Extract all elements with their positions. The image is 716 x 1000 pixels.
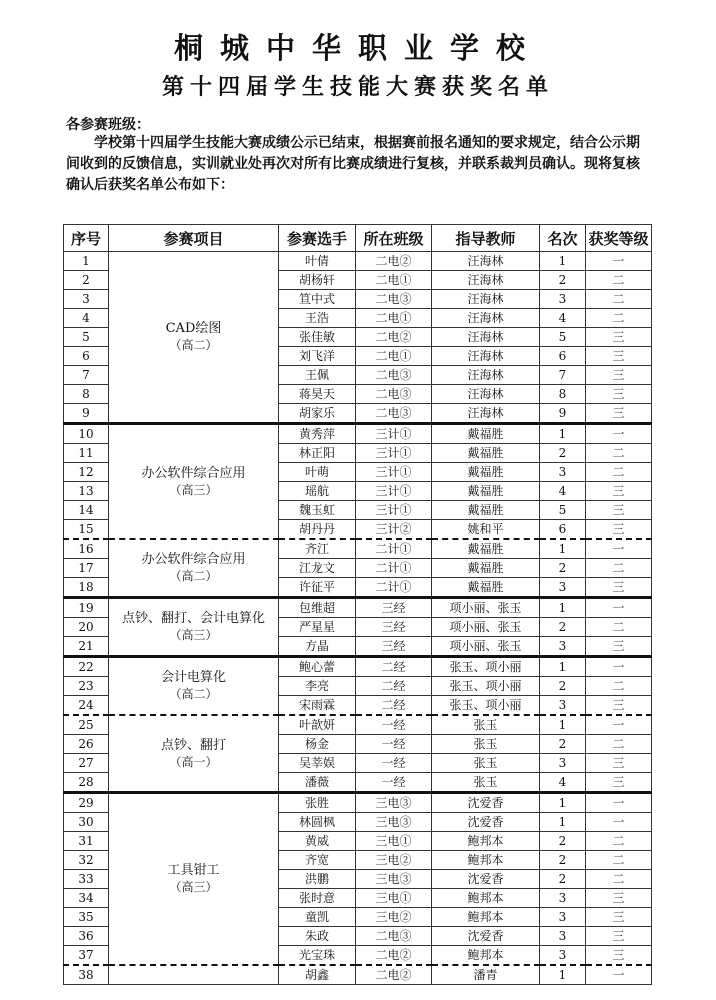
cell-index: 24 [64, 696, 109, 716]
cell-rank: 3 [540, 908, 586, 927]
cell-teacher: 汪海林 [432, 309, 540, 328]
cell-index: 29 [64, 793, 109, 813]
col-header-award: 获奖等级 [586, 225, 652, 252]
cell-award: 一 [586, 813, 652, 832]
cell-teacher: 潘青 [432, 965, 540, 985]
cell-contestant: 林正阳 [279, 444, 356, 463]
cell-rank: 1 [540, 793, 586, 813]
cell-rank: 3 [540, 754, 586, 773]
cell-project [109, 965, 279, 985]
col-header-rank: 名次 [540, 225, 586, 252]
table-row [64, 793, 652, 813]
cell-index: 25 [64, 715, 109, 735]
cell-teacher: 戴福胜 [432, 424, 540, 444]
cell-rank: 6 [540, 347, 586, 366]
cell-index: 28 [64, 773, 109, 793]
cell-award: 三 [586, 501, 652, 520]
cell-rank: 1 [540, 424, 586, 444]
cell-teacher: 汪海林 [432, 404, 540, 424]
cell-rank: 5 [540, 328, 586, 347]
col-header-project: 参赛项目 [109, 225, 279, 252]
cell-class: 二经 [356, 677, 432, 696]
cell-teacher: 戴福胜 [432, 482, 540, 501]
cell-class: 二电① [356, 271, 432, 290]
cell-rank: 4 [540, 773, 586, 793]
cell-contestant: 方晶 [279, 637, 356, 657]
cell-class: 二计① [356, 578, 432, 598]
cell-contestant: 齐宽 [279, 851, 356, 870]
cell-teacher: 沈爱香 [432, 927, 540, 946]
cell-contestant: 张佳敏 [279, 328, 356, 347]
cell-index: 23 [64, 677, 109, 696]
table-row [64, 252, 652, 271]
cell-rank: 2 [540, 870, 586, 889]
cell-rank: 3 [540, 578, 586, 598]
cell-award: 二 [586, 290, 652, 309]
cell-class: 二电③ [356, 290, 432, 309]
cell-contestant: 叶萌 [279, 463, 356, 482]
cell-award: 一 [586, 539, 652, 559]
cell-class: 二电③ [356, 404, 432, 424]
table-row [64, 657, 652, 677]
cell-project [109, 539, 279, 598]
cell-teacher: 张玉、项小丽 [432, 696, 540, 716]
cell-index: 1 [64, 252, 109, 271]
cell-index: 18 [64, 578, 109, 598]
cell-class: 三电① [356, 832, 432, 851]
table-row [64, 715, 652, 735]
cell-index: 22 [64, 657, 109, 677]
cell-award: 三 [586, 908, 652, 927]
cell-teacher: 沈爱香 [432, 870, 540, 889]
cell-rank: 1 [540, 598, 586, 618]
cell-teacher: 张玉 [432, 754, 540, 773]
cell-award: 三 [586, 637, 652, 657]
project-grade: （高三） [169, 628, 218, 642]
cell-award: 二 [586, 271, 652, 290]
cell-contestant: 胡鑫 [279, 965, 356, 985]
cell-teacher: 项小丽、张玉 [432, 598, 540, 618]
cell-rank: 2 [540, 271, 586, 290]
cell-contestant: 胡家乐 [279, 404, 356, 424]
cell-class: 三计① [356, 444, 432, 463]
cell-class: 三电③ [356, 793, 432, 813]
award-table [63, 224, 652, 985]
table-row [64, 965, 652, 985]
cell-teacher: 项小丽、张玉 [432, 637, 540, 657]
project-name: 会计电算化 [160, 670, 226, 685]
cell-award: 一 [586, 965, 652, 985]
cell-teacher: 姚和平 [432, 520, 540, 540]
cell-contestant: 胡杨轩 [279, 271, 356, 290]
cell-rank: 3 [540, 946, 586, 966]
cell-rank: 3 [540, 463, 586, 482]
cell-contestant: 张时意 [279, 889, 356, 908]
cell-contestant: 王佩 [279, 366, 356, 385]
cell-index: 38 [64, 965, 109, 985]
cell-contestant: 严星星 [279, 618, 356, 637]
cell-contestant: 光宝珠 [279, 946, 356, 966]
cell-project [109, 657, 279, 716]
cell-index: 34 [64, 889, 109, 908]
cell-rank: 1 [540, 715, 586, 735]
cell-index: 12 [64, 463, 109, 482]
notice-body: 学校第十四届学生技能大赛成绩公示已结束，根据赛前报名通知的要求规定，结合公示期间收到的反馈信息，实训就业处再次对所有比赛成绩进行复核，并联系裁判员确认。现将复核确认后获奖名单公布如下： [66, 135, 640, 193]
cell-teacher: 鲍邦本 [432, 908, 540, 927]
cell-rank: 2 [540, 444, 586, 463]
cell-teacher: 张玉、项小丽 [432, 657, 540, 677]
cell-class: 二经 [356, 657, 432, 677]
cell-class: 二电② [356, 252, 432, 271]
cell-index: 3 [64, 290, 109, 309]
cell-index: 13 [64, 482, 109, 501]
cell-teacher: 汪海林 [432, 290, 540, 309]
cell-contestant: 杨金 [279, 735, 356, 754]
cell-award: 二 [586, 463, 652, 482]
cell-index: 4 [64, 309, 109, 328]
salutation: 各参赛班级： [66, 117, 150, 133]
cell-contestant: 瑶航 [279, 482, 356, 501]
cell-teacher: 汪海林 [432, 385, 540, 404]
cell-rank: 9 [540, 404, 586, 424]
cell-class: 三电③ [356, 870, 432, 889]
cell-class: 二计① [356, 559, 432, 578]
cell-contestant: 朱政 [279, 927, 356, 946]
cell-award: 三 [586, 773, 652, 793]
cell-contestant: 刘飞洋 [279, 347, 356, 366]
cell-index: 5 [64, 328, 109, 347]
table-body [64, 252, 652, 985]
cell-index: 35 [64, 908, 109, 927]
cell-award: 三 [586, 927, 652, 946]
cell-rank: 5 [540, 501, 586, 520]
cell-teacher: 戴福胜 [432, 444, 540, 463]
project-name: 办公软件综合应用 [141, 465, 246, 481]
cell-index: 37 [64, 946, 109, 966]
cell-award: 一 [586, 424, 652, 444]
cell-award: 三 [586, 385, 652, 404]
cell-award: 三 [586, 404, 652, 424]
cell-index: 2 [64, 271, 109, 290]
cell-class: 三经 [356, 618, 432, 637]
cell-class: 二电② [356, 328, 432, 347]
cell-class: 二经 [356, 696, 432, 716]
cell-class: 一经 [356, 715, 432, 735]
cell-class: 一经 [356, 735, 432, 754]
cell-class: 二电② [356, 965, 432, 985]
cell-teacher: 张玉、项小丽 [432, 677, 540, 696]
cell-index: 14 [64, 501, 109, 520]
cell-rank: 1 [540, 539, 586, 559]
cell-award: 二 [586, 677, 652, 696]
project-name: 点钞、翻打、会计电算化 [121, 611, 265, 626]
cell-class: 三经 [356, 598, 432, 618]
cell-project [109, 793, 279, 966]
cell-teacher: 戴福胜 [432, 463, 540, 482]
cell-rank: 2 [540, 851, 586, 870]
cell-contestant: 胡丹丹 [279, 520, 356, 540]
project-grade: （高三） [169, 880, 218, 894]
cell-contestant: 鲍心蕾 [279, 657, 356, 677]
cell-award: 一 [586, 715, 652, 735]
cell-index: 21 [64, 637, 109, 657]
cell-index: 31 [64, 832, 109, 851]
cell-index: 8 [64, 385, 109, 404]
cell-contestant: 潘薇 [279, 773, 356, 793]
school-title: 桐城中华职业学校 [173, 31, 542, 65]
cell-index: 9 [64, 404, 109, 424]
cell-contestant: 张胜 [279, 793, 356, 813]
cell-rank: 2 [540, 735, 586, 754]
cell-teacher: 汪海林 [432, 328, 540, 347]
cell-award: 二 [586, 870, 652, 889]
project-grade: （高二） [169, 569, 218, 583]
cell-rank: 8 [540, 385, 586, 404]
cell-contestant: 叶歆妍 [279, 715, 356, 735]
cell-award: 二 [586, 832, 652, 851]
cell-index: 36 [64, 927, 109, 946]
cell-index: 26 [64, 735, 109, 754]
cell-class: 三电③ [356, 813, 432, 832]
cell-rank: 4 [540, 482, 586, 501]
cell-teacher: 沈爱香 [432, 793, 540, 813]
cell-contestant: 童凯 [279, 908, 356, 927]
cell-award: 一 [586, 598, 652, 618]
project-name: 点钞、翻打 [160, 737, 226, 753]
table-row [64, 539, 652, 559]
cell-class: 二电① [356, 347, 432, 366]
cell-index: 17 [64, 559, 109, 578]
col-header-teacher: 指导教师 [432, 225, 540, 252]
cell-rank: 7 [540, 366, 586, 385]
cell-rank: 1 [540, 965, 586, 985]
cell-contestant: 笪中式 [279, 290, 356, 309]
cell-contestant: 江龙文 [279, 559, 356, 578]
cell-class: 三计① [356, 501, 432, 520]
cell-teacher: 戴福胜 [432, 501, 540, 520]
cell-award: 一 [586, 657, 652, 677]
cell-index: 32 [64, 851, 109, 870]
cell-contestant: 吴莘娱 [279, 754, 356, 773]
cell-award: 三 [586, 946, 652, 966]
cell-contestant: 王浩 [279, 309, 356, 328]
cell-rank: 6 [540, 520, 586, 540]
cell-class: 二电③ [356, 366, 432, 385]
cell-award: 二 [586, 444, 652, 463]
cell-contestant: 黄秀萍 [279, 424, 356, 444]
cell-teacher: 沈爱香 [432, 813, 540, 832]
cell-class: 三经 [356, 637, 432, 657]
cell-index: 6 [64, 347, 109, 366]
cell-award: 三 [586, 696, 652, 716]
cell-rank: 1 [540, 252, 586, 271]
project-name: 工具钳工 [167, 863, 220, 878]
cell-index: 30 [64, 813, 109, 832]
cell-class: 三电① [356, 889, 432, 908]
cell-award: 二 [586, 559, 652, 578]
cell-contestant: 黄威 [279, 832, 356, 851]
table-row [64, 598, 652, 618]
cell-award: 一 [586, 793, 652, 813]
cell-index: 10 [64, 424, 109, 444]
cell-rank: 1 [540, 813, 586, 832]
cell-award: 二 [586, 735, 652, 754]
document-subtitle: 第十四届学生技能大赛获奖名单 [161, 74, 554, 100]
cell-project [109, 715, 279, 793]
cell-contestant: 宋雨霖 [279, 696, 356, 716]
cell-index: 19 [64, 598, 109, 618]
cell-contestant: 齐江 [279, 539, 356, 559]
cell-index: 20 [64, 618, 109, 637]
cell-award: 三 [586, 482, 652, 501]
project-grade: （高二） [169, 687, 218, 701]
cell-teacher: 张玉 [432, 735, 540, 754]
cell-rank: 3 [540, 927, 586, 946]
cell-contestant: 许征平 [279, 578, 356, 598]
cell-award: 一 [586, 252, 652, 271]
cell-rank: 3 [540, 889, 586, 908]
cell-rank: 2 [540, 677, 586, 696]
cell-contestant: 李亮 [279, 677, 356, 696]
cell-teacher: 鲍邦本 [432, 946, 540, 966]
cell-class: 三计② [356, 520, 432, 540]
cell-contestant: 魏玉虹 [279, 501, 356, 520]
cell-class: 三电② [356, 851, 432, 870]
cell-contestant: 林圆枫 [279, 813, 356, 832]
cell-rank: 3 [540, 637, 586, 657]
cell-award: 三 [586, 754, 652, 773]
cell-index: 27 [64, 754, 109, 773]
cell-class: 一经 [356, 754, 432, 773]
cell-class: 三电② [356, 908, 432, 927]
cell-teacher: 戴福胜 [432, 578, 540, 598]
cell-teacher: 戴福胜 [432, 539, 540, 559]
project-grade: （高一） [169, 754, 218, 769]
cell-teacher: 汪海林 [432, 366, 540, 385]
cell-rank: 4 [540, 309, 586, 328]
cell-class: 三计① [356, 424, 432, 444]
cell-award: 三 [586, 328, 652, 347]
cell-teacher: 鲍邦本 [432, 851, 540, 870]
cell-teacher: 张玉 [432, 773, 540, 793]
table-header-row [64, 225, 652, 252]
cell-index: 7 [64, 366, 109, 385]
cell-index: 11 [64, 444, 109, 463]
cell-class: 二电③ [356, 385, 432, 404]
cell-contestant: 蒋昊天 [279, 385, 356, 404]
table-row [64, 424, 652, 444]
cell-rank: 2 [540, 618, 586, 637]
cell-award: 三 [586, 366, 652, 385]
cell-class: 二电② [356, 946, 432, 966]
project-name: CAD绘图 [165, 321, 222, 336]
cell-class: 二计① [356, 539, 432, 559]
cell-class: 三计① [356, 482, 432, 501]
cell-index: 15 [64, 520, 109, 540]
cell-rank: 1 [540, 657, 586, 677]
cell-teacher: 戴福胜 [432, 559, 540, 578]
project-grade: （高三） [169, 482, 218, 497]
cell-teacher: 汪海林 [432, 252, 540, 271]
cell-class: 三计① [356, 463, 432, 482]
cell-teacher: 鲍邦本 [432, 889, 540, 908]
cell-award: 三 [586, 347, 652, 366]
cell-contestant: 包维超 [279, 598, 356, 618]
cell-award: 二 [586, 618, 652, 637]
cell-class: 二电① [356, 309, 432, 328]
project-grade: （高二） [169, 338, 218, 352]
cell-teacher: 汪海林 [432, 271, 540, 290]
cell-award: 二 [586, 309, 652, 328]
col-header-class: 所在班级 [356, 225, 432, 252]
cell-teacher: 汪海林 [432, 347, 540, 366]
cell-teacher: 张玉 [432, 715, 540, 735]
cell-teacher: 鲍邦本 [432, 832, 540, 851]
col-header-index: 序号 [64, 225, 109, 252]
cell-index: 16 [64, 539, 109, 559]
cell-award: 三 [586, 889, 652, 908]
cell-class: 一经 [356, 773, 432, 793]
cell-project [109, 252, 279, 424]
cell-award: 二 [586, 851, 652, 870]
cell-rank: 2 [540, 832, 586, 851]
cell-award: 三 [586, 520, 652, 540]
cell-contestant: 洪鹏 [279, 870, 356, 889]
cell-rank: 3 [540, 696, 586, 716]
cell-award: 三 [586, 578, 652, 598]
cell-project [109, 424, 279, 540]
cell-rank: 2 [540, 559, 586, 578]
cell-class: 二电③ [356, 927, 432, 946]
cell-index: 33 [64, 870, 109, 889]
cell-project [109, 598, 279, 657]
cell-contestant: 叶倩 [279, 252, 356, 271]
cell-rank: 3 [540, 290, 586, 309]
cell-teacher: 项小丽、张玉 [432, 618, 540, 637]
project-name: 办公软件综合应用 [141, 552, 246, 567]
col-header-contestant: 参赛选手 [279, 225, 356, 252]
